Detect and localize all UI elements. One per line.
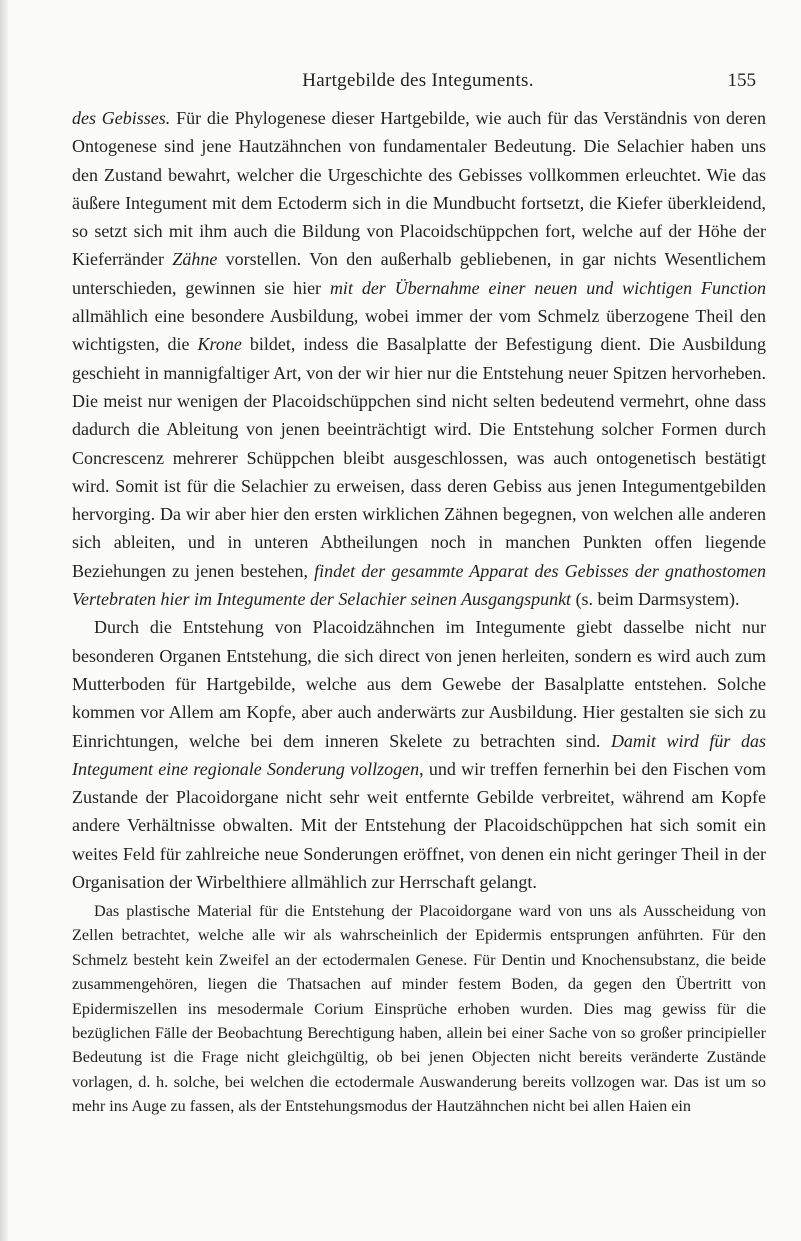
main-text [72, 104, 766, 896]
text-span: des Gebisses. [72, 108, 171, 128]
text-span: (s. beim Darmsystem). [571, 589, 740, 610]
text-span: Für die Phylogenese dieser Hartgebilde, wie auch für das Verständnis von deren Ontogenese sind jene Hautzähnchen von fundamentaler Bedeutung. Die Selachier haben uns den Zustand bewahrt, welcher die Urgeschichte des Gebisses vollkommen erleuchtet. Wie das äußere Integument mit dem Ectoderm sich in die Mundbucht fortsetzt, die Kiefer überkleidend, so setzt sich mit ihm auch die Bildung von Placoidschüppchen fort, welche auf der Höhe der Kieferränder [72, 108, 766, 270]
paragraph-2 [72, 613, 766, 896]
text-span: allmählich eine besondere Ausbildung, wobei immer der vom Schmelz überzogene Theil den wichtigsten, die [72, 306, 766, 355]
page-number: 155 [727, 70, 756, 91]
text-span: mit der Übernahme einer neuen und wichtigen Function [329, 277, 766, 298]
paragraph-1 [72, 104, 766, 613]
text-span: vorstellen. Von den außerhalb gebliebenen, in gar nichts Wesentlichem unterschieden, gewinnen sie hier [72, 249, 767, 298]
text-span: Durch die Entstehung von Placoidzähnchen im Integumente giebt dasselbe nicht nur besonderen Organen Entstehung, die sich direct von jenen herleiten, sondern es wird auch zum Mutterboden für Hartgebilde, welche aus dem Gewebe der Basalplatte entstehen. Solche kommen vor Allem am Kopfe, aber auch anderwärts zur Ausbildung. Hier gestalten sie sich zu Einrichtungen, welche bei dem inneren Skelete zu betrachten sind. [72, 617, 766, 751]
running-title: Hartgebilde des Integuments. [302, 70, 534, 91]
text-span: Krone [197, 334, 242, 355]
text-span: Zähne [172, 249, 218, 270]
footnote-paragraph: Das plastische Material für die Entstehung der Placoidorgane ward von uns als Ausscheidung von Zellen betrachtet, welche alle wir als wahrscheinlich der Epidermis entsprungen anführten. Für den Schmelz besteht kein Zweifel an der ectodermalen Genese. Für Dentin und Knochensubstanz, die beide zusammengehören, liegen die Thatsachen auf minder festem Boden, da gegen den Übertritt von Epidermiszellen ins mesodermale Corium Einsprüche erhoben wurden. Dies mag gewiss für die bezüglichen Fälle der Beobachtung Berechtigung haben, allein bei einer Sache von so großer principieller Bedeutung ist die Frage nicht gleichgültig, ob bei jenen Objecten nicht bereits veränderte Zustände vorlagen, d. h. solche, bei welchen die ectodermale Auswanderung bereits vollzogen war. Das ist um so mehr ins Auge zu fassen, als der Entstehungsmodus der Hautzähnchen nicht bei allen Haien ein [72, 902, 766, 1116]
text-span: findet der gesammte Apparat des Gebisses der gnathostomen Vertebraten hier im Integumente der Selachier seinen Ausgangspunkt [72, 560, 766, 610]
page-binding-edge [0, 0, 8, 1241]
page-header [68, 70, 768, 100]
text-span: , und wir treffen fernerhin bei den Fischen vom Zustande der Placoidorgane nicht sehr weit entfernte Gebilde verbreitet, während am Kopfe andere Verhältnisse obwalten. Mit der Entstehung der Placoidschüppchen hat sich somit ein weites Feld für zahlreiche neue Sonderungen eröffnet, von denen ein nicht geringer Theil in der Organisation der Wirbelthiere allmählich zur Herrschaft gelangt. [72, 758, 766, 893]
text-span: Damit wird für das Integument eine regionale Sonderung vollzogen [72, 730, 766, 779]
text-span: bildet, indess die Basalplatte der Befestigung dient. Die Ausbildung geschieht in mannigfaltiger Art, von der wir hier nur die Entstehung neuer Spitzen hervorheben. Die meist nur wenigen der Placoidschüppchen sind nicht selten bedeutend vermehrt, ohne dass dadurch die Ableitung von jenen beeinträchtigt wird. Die Entstehung solcher Formen durch Concrescenz mehrerer Schüppchen bleibt ausgeschlossen, was auch ontogenetisch bestätigt wird. Somit ist für die Selachier zu erweisen, dass deren Gebiss aus jenen Integumentgebilden hervorging. Da wir aber hier den ersten wirklichen Zähnen begegnen, von welchen alle anderen sich ableiten, und in unteren Abtheilungen noch in manchen Punkten offen liegende Beziehungen zu jenen bestehen, [72, 334, 766, 581]
